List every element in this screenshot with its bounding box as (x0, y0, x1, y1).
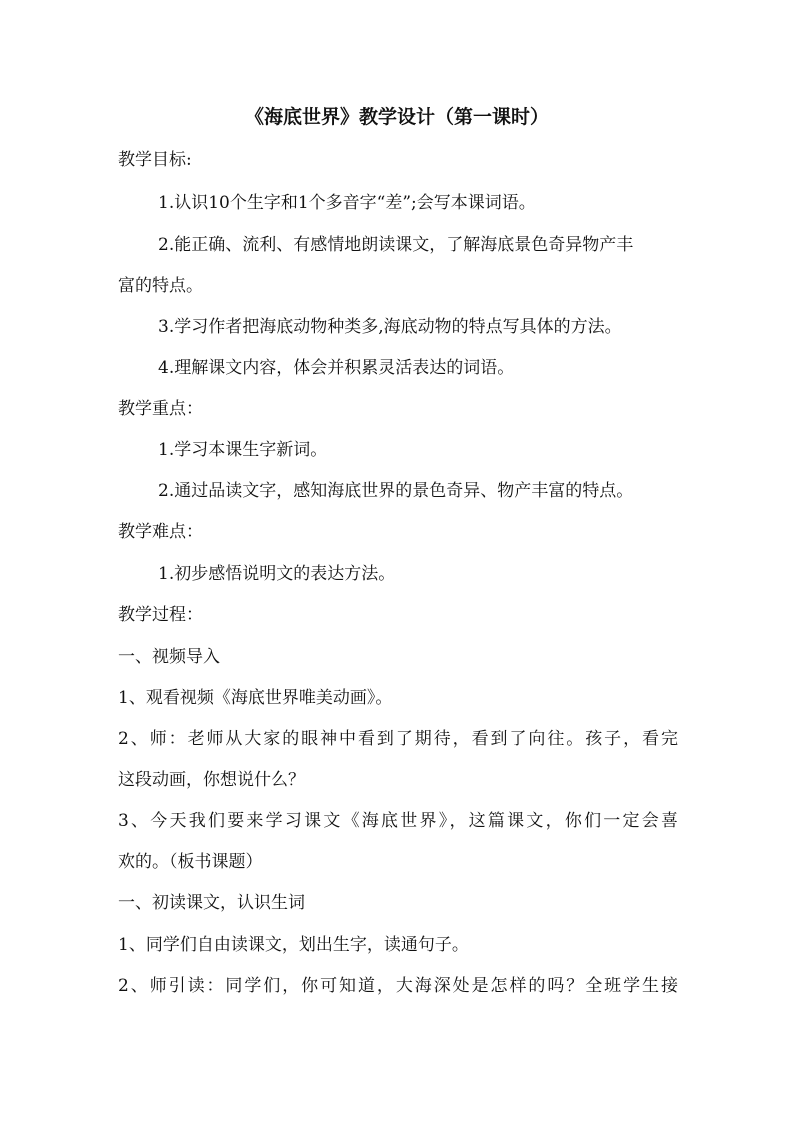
section-heading-process: 教学过程： (118, 605, 203, 625)
process-step-heading-1: 一、视频导入 (118, 647, 220, 667)
objective-item-4: 4.理解课文内容，体会并积累灵活表达的词语。 (158, 358, 515, 378)
process-line: 1、观看视频《海底世界唯美动画》。 (118, 688, 393, 708)
section-heading-difficulties: 教学难点： (118, 522, 203, 542)
process-line: 这段动画，你想说什么？ (118, 770, 305, 790)
difficulty-item-1: 1.初步感悟说明文的表达方法。 (158, 564, 396, 584)
process-line: 2、师引读：同学们，你可知道，大海深处是怎样的吗？全班学生接 (118, 976, 678, 996)
objective-item-2: 2.能正确、流利、有感情地朗读课文，了解海底景色奇异物产丰 (158, 235, 634, 255)
process-line: 1、同学们自由读课文，划出生字，读通句子。 (118, 935, 469, 955)
document-title: 《海底世界》教学设计（第一课时） (244, 106, 549, 128)
process-line: 2、师：老师从大家的眼神中看到了期待，看到了向往。孩子，看完 (118, 729, 678, 749)
objective-item-2-continued: 富的特点。 (118, 276, 203, 296)
process-line: 欢的。（板书课题） (118, 852, 263, 872)
process-line: 3、今天我们要来学习课文《海底世界》，这篇课文，你们一定会喜 (118, 811, 678, 831)
section-heading-objectives: 教学目标: (118, 150, 192, 170)
objective-item-1: 1.认识10个生字和1个多音字“差”;会写本课词语。 (158, 193, 536, 213)
key-point-item-1: 1.学习本课生字新词。 (158, 440, 328, 460)
objective-item-3: 3.学习作者把海底动物种类多,海底动物的特点写具体的方法。 (158, 317, 622, 337)
section-heading-key-points: 教学重点： (118, 399, 203, 419)
key-point-item-2: 2.通过品读文字，感知海底世界的景色奇异、物产丰富的特点。 (158, 481, 634, 501)
process-step-heading-2: 一、初读课文，认识生词 (118, 893, 305, 913)
